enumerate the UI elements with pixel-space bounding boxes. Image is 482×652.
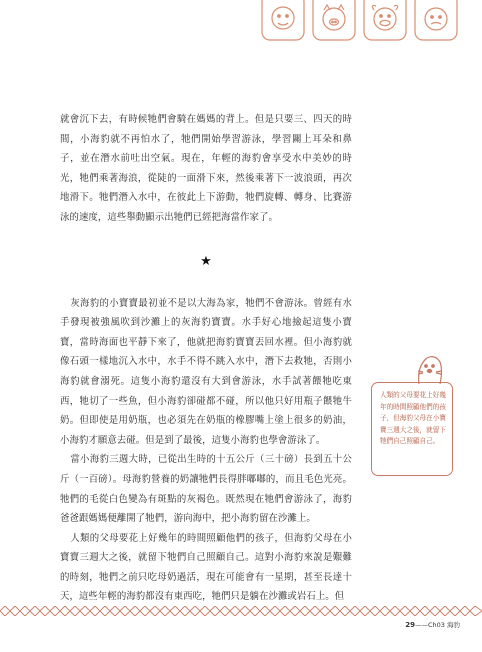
doodle-box-4	[415, 0, 457, 40]
body-paragraph-3: 當小海豹三週大時，已從出生時的十五公斤（三十磅）長到五十公斤（一百磅）。母海豹營養的奶讓牠們長得胖嘟嘟的，而且毛色光亮。牠們的毛從白色變為有斑點的灰褐色。既然現在牠們會游泳了，海豹爸爸跟媽媽便離開了牠們，游向海中，把小海豹留在沙灘上。	[60, 454, 352, 525]
sidenote-box	[371, 382, 453, 476]
top-animal-doodle-frame	[0, 0, 482, 48]
star-separator: ★	[200, 253, 212, 269]
body-paragraph-4: 人類的父母要花上好幾年的時間照顧他們的孩子，但海豹父母在小寶寶三週大之後，就留下牠們自己照顧自己。這對小海豹來說是艱難的時刻，牠們之前只吃母奶過活，現在可能會有一星期，甚至長達十天，這些年輕的海豹都沒有東西吃，牠們只是躺在沙灘或岩石上。但	[60, 532, 352, 603]
seal-mascot-icon	[413, 352, 445, 386]
page-number: 29	[405, 621, 415, 629]
footer-dash: ——	[415, 621, 428, 629]
page-body	[60, 110, 352, 607]
body-paragraph-1: 就會沉下去，有時候牠們會騎在媽媽的背上。但是只要三、四天的時間，小海豹就不再怕水了，牠們開始學習游泳，學習關上耳朵和鼻子，並在潛水前吐出空氣。現在，年輕的海豹會享受水中美妙的時光，牠們乘著海浪，從陡的一面滑下來，然後乘著下一波浪頭，再次地滑下。牠們潛入水中，在彼此上下游動，牠們旋轉、轉身、比賽游泳的速度，這些舉動顯示出牠們已經把海當作家了。	[60, 114, 352, 223]
doodle-box-1	[262, 0, 304, 40]
chapter-label: Ch03 海豹	[428, 621, 460, 629]
sidenote-text: 人類的父母要花上好幾年的時間照顧他們的孩子，但海豹父母在小寶寶三週大之後，就留下牠們自己照顧自己。	[380, 391, 446, 446]
doodle-box-2	[313, 0, 355, 40]
page-footer	[300, 620, 460, 630]
body-paragraph-2: 灰海豹的小寶寶最初並不是以大海為家，牠們不會游泳。曾經有水手發現被強風吹到沙灘上的灰海豹寶寶。水手好心地撿起這隻小寶寶，當時海面也平靜下來了，他就把海豹寶寶丟回水裡。但小海豹就像石頭一樣地沉入水中，水手不得不跳入水中，潛下去救牠，否則小海豹就會溺死。這隻小海豹還沒有大到會游泳，水手試著餵牠吃東西，牠切了一些魚，但小海豹卻碰都不碰，所以他只好用瓶子餵牠牛奶。但即使是用奶瓶，也必須先在奶瓶的橡膠嘴上塗上很多的奶油，小海豹才願意去碰。但是到了最後，這隻小海豹也學會游泳了。	[60, 297, 352, 446]
bottom-diamond-border	[0, 606, 482, 616]
